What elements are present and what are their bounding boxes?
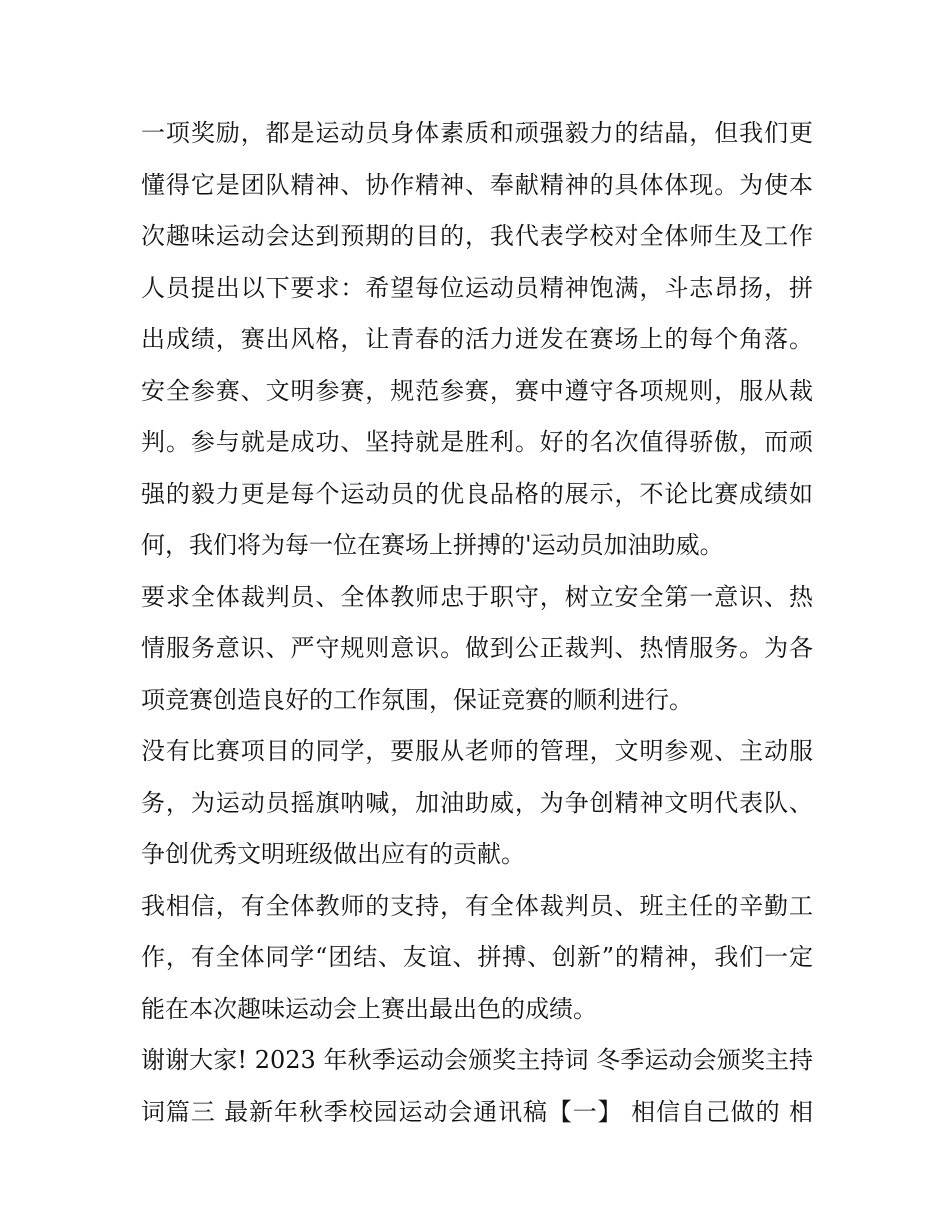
text-line: 次趣味运动会达到预期的目的，我代表学校对全体师生及工作 bbox=[141, 222, 813, 250]
document-body bbox=[141, 108, 813, 1138]
text-line: 懂得它是团队精神、协作精神、奉献精神的具体体现。为使本 bbox=[141, 170, 813, 199]
text-line: 词篇三 最新年秋季校园运动会通讯稿【一】 相信自己做的 相 bbox=[141, 1097, 813, 1126]
text-line: 要求全体裁判员、全体教师忠于职守，树立安全第一意识、热 bbox=[141, 582, 813, 611]
text-line: 一项奖励，都是运动员身体素质和顽强毅力的结晶，但我们更 bbox=[141, 119, 813, 147]
text-line: 出成绩，赛出风格，让青春的活力迸发在赛场上的每个角落。 bbox=[141, 325, 813, 353]
text-line: 谢谢大家! 2023 年秋季运动会颁奖主持词 冬季运动会颁奖主持 bbox=[141, 1046, 813, 1074]
text-line: 我相信，有全体教师的支持，有全体裁判员、班主任的辛勤工 bbox=[141, 891, 813, 920]
text-line: 人员提出以下要求：希望每位运动员精神饱满，斗志昂扬，拼 bbox=[141, 273, 813, 302]
text-line: 情服务意识、严守规则意识。做到公正裁判、热情服务。为各 bbox=[141, 634, 813, 662]
text-line: 没有比赛项目的同学，要服从老师的管理，文明参观、主动服 bbox=[141, 737, 813, 765]
text-line: 能在本次趣味运动会上赛出最出色的成绩。 bbox=[141, 994, 597, 1023]
text-line: 争创优秀文明班级做出应有的贡献。 bbox=[141, 840, 525, 868]
text-line: 强的毅力更是每个运动员的优良品格的展示，不论比赛成绩如 bbox=[141, 479, 813, 508]
text-line: 务，为运动员摇旗呐喊，加油助威，为争创精神文明代表队、 bbox=[141, 788, 813, 817]
text-line: 作，有全体同学“团结、友谊、拼搏、创新”的精神，我们一定 bbox=[141, 943, 813, 971]
text-line: 判。参与就是成功、坚持就是胜利。好的名次值得骄傲，而顽 bbox=[141, 428, 813, 456]
text-line: 何，我们将为每一位在赛场上拼搏的'运动员加油助威。 bbox=[141, 531, 724, 559]
text-line: 安全参赛、文明参赛，规范参赛，赛中遵守各项规则，服从裁 bbox=[141, 376, 813, 405]
text-line: 项竞赛创造良好的工作氛围，保证竞赛的顺利进行。 bbox=[141, 685, 693, 714]
